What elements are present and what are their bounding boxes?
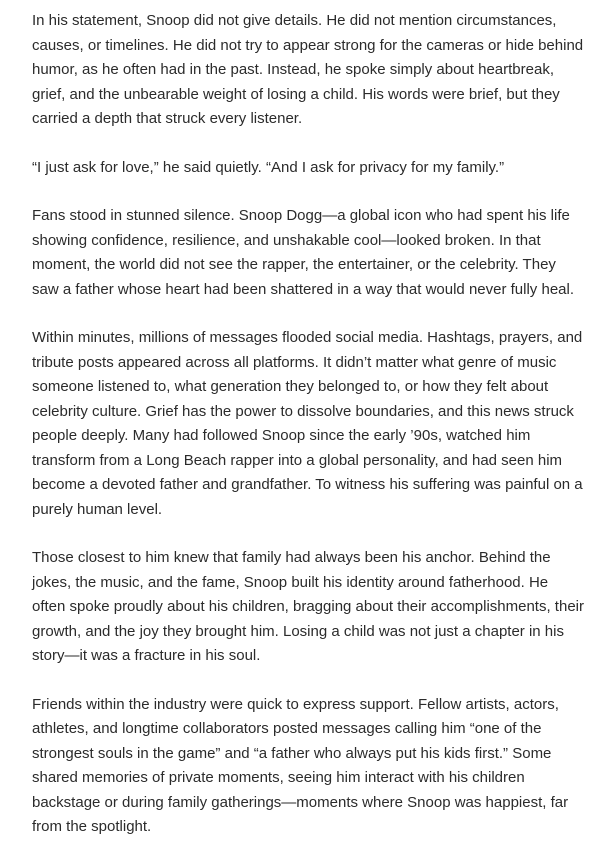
article-paragraph: In his statement, Snoop did not give details. He did not mention circumstances, causes, or timelines. He did not try to appear strong for the cameras or hide behind humor, as he often had in the past. Instead, he spoke simply about heartbreak, grief, and the unbearable weight of losing a child. His words were brief, but they carried a depth that struck every listener. xyxy=(32,12,584,127)
article-paragraph: Those closest to him knew that family had always been his anchor. Behind the jokes, the music, and the fame, Snoop built his identity around fatherhood. He often spoke proudly about his children, bragging about their accomplishments, their growth, and the joy they brought him. Losing a child was not just a chapter in his story—it was a fracture in his soul. xyxy=(32,549,584,664)
article-paragraph: “I just ask for love,” he said quietly. “And I ask for privacy for my family.” xyxy=(32,158,505,176)
article-paragraph: Fans stood in stunned silence. Snoop Dogg—a global icon who had spent his life showing confidence, resilience, and unshakable cool—looked broken. In that moment, the world did not see the rapper, the entertainer, or the celebrity. They saw a father whose heart had been shattered in a way that would never fully heal. xyxy=(32,207,574,298)
article-paragraph: Friends within the industry were quick to express support. Fellow artists, actors, athletes, and longtime collaborators posted messages calling him “one of the strongest souls in the game” and “a father who always put his kids first.” Some shared memories of private moments, seeing him interact with his children backstage or during family gatherings—moments where Snoop was happiest, far from the spotlight. xyxy=(32,695,569,835)
article-paragraph: Within minutes, millions of messages flooded social media. Hashtags, prayers, and tribute posts appeared across all platforms. It didn’t matter what genre of music someone listened to, what generation they belonged to, or how they felt about celebrity culture. Grief has the power to dissolve boundaries, and this news struck people deeply. Many had followed Snoop since the early ’90s, watched him transform from a Long Beach rapper into a global personality, and had seen him become a devoted father and grandfather. To witness his suffering was painful on a purely human level. xyxy=(32,329,583,518)
